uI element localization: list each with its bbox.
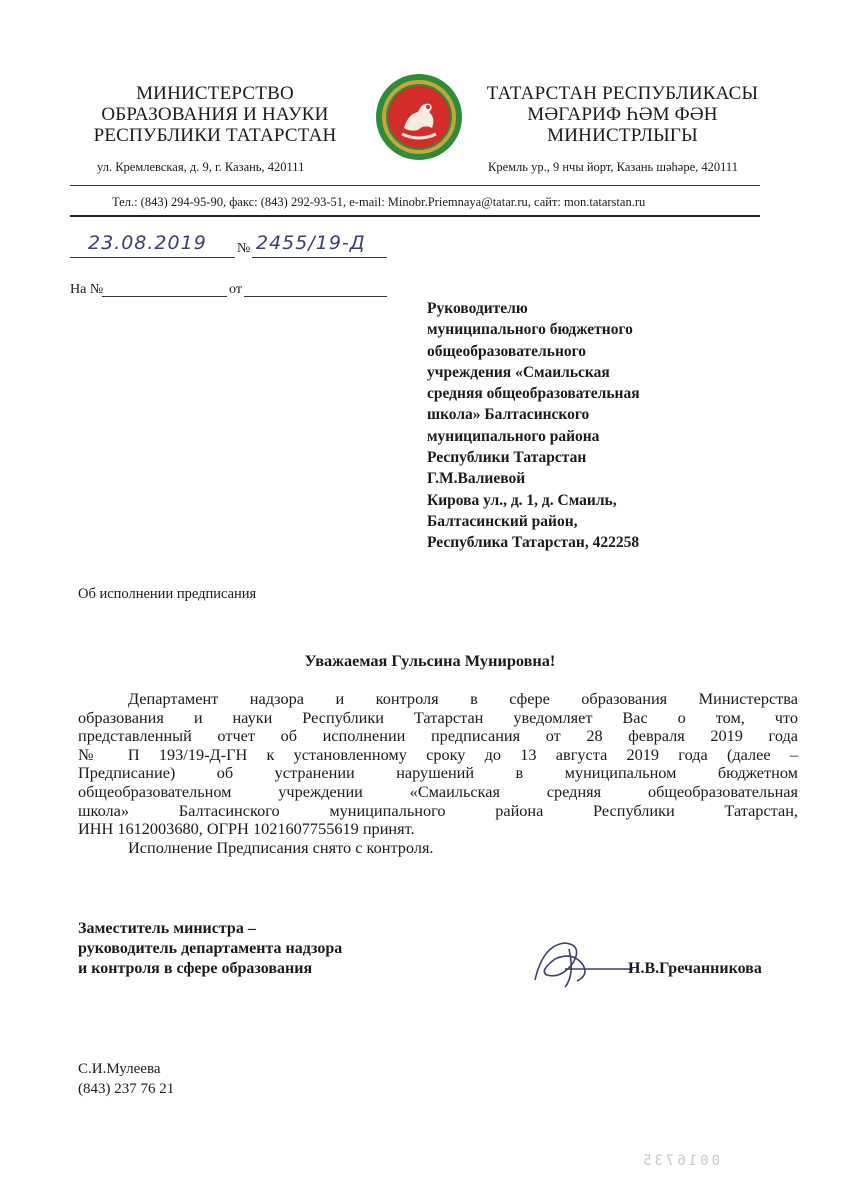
number-underline: [252, 257, 387, 258]
number-sign: №: [237, 241, 251, 256]
body-line: общеобразовательном учреждении «Смаильская средняя общеобразовательная: [78, 781, 798, 801]
date-underline: [70, 257, 235, 258]
signatory-title-line: Заместитель министра –: [78, 920, 256, 937]
addressee-line: Балтасинский район,: [427, 512, 578, 530]
reply-date-line: [244, 296, 387, 297]
letterhead-divider-top: [70, 185, 760, 186]
body-line: школа» Балтасинского муниципального района Республики Татарстан,: [78, 800, 798, 820]
ministry-name-ru-line1: МИНИСТЕРСТВО: [136, 83, 294, 104]
stamp-number: 0016735: [640, 1153, 721, 1169]
body-line: представленный отчет об исполнении предписания от 28 февраля 2019 года: [78, 726, 798, 746]
addressee-block: [427, 298, 727, 554]
signatory-title-line: руководитель департамента надзора: [78, 940, 343, 957]
reply-number-line: [102, 296, 227, 297]
addressee-line: Руководителю: [427, 300, 528, 317]
ministry-address-ru: ул. Кремлевская, д. 9, г. Казань, 420111: [97, 160, 305, 174]
letterhead-divider-bottom: [70, 215, 760, 217]
executor-phone: (843) 237 76 21: [78, 1081, 175, 1097]
ministry-name-tt-line2: МӘГАРИФ ҺӘМ ФӘН: [527, 104, 718, 125]
ministry-name-ru-line3: РЕСПУБЛИКИ ТАТАРСТАН: [93, 125, 337, 146]
body-line: Департамент надзора и контроля в сфере образования Министерства: [128, 689, 798, 708]
body-line: ИНН 1612003680, ОГРН 1021607755619 принят.: [78, 819, 415, 839]
handwritten-signature: [525, 935, 635, 990]
ministry-name-ru-line2: ОБРАЗОВАНИЯ И НАУКИ: [101, 104, 329, 125]
ministry-name-tt-line3: МИНИСТРЛЫГЫ: [547, 125, 698, 146]
addressee-line: Г.М.Валиевой: [427, 470, 526, 488]
registration-number: 2455/19-Д: [256, 232, 366, 254]
addressee-line: Республики Татарстан: [427, 449, 587, 467]
signatory-title: [78, 919, 438, 979]
body-line: Предписание) об устранении нарушений в муниципальном бюджетном: [78, 763, 798, 783]
addressee-line: Республика Татарстан, 422258: [427, 534, 640, 552]
addressee-line: общеобразовательного: [427, 342, 587, 360]
letter-body: [78, 690, 798, 857]
reply-from: от: [229, 282, 242, 297]
executor-name: С.И.Мулеева: [78, 1061, 161, 1077]
salutation: Уважаемая Гульсина Мунировна!: [304, 651, 556, 670]
signatory-name: Н.В.Гречанникова: [628, 960, 762, 977]
ministry-address-tt: Кремль ур., 9 нчы йорт, Казань шәһәре, 420111: [488, 160, 738, 174]
body-line: № П 193/19-Д-ГН к установленному сроку до 13 августа 2019 года (далее –: [78, 744, 798, 764]
tatarstan-emblem-icon: [374, 72, 464, 162]
body-line: образования и науки Республики Татарстан уведомляет Вас о том, что: [78, 707, 798, 727]
registration-date: 23.08.2019: [88, 232, 207, 254]
reply-prefix: На №: [70, 282, 104, 297]
addressee-line: учреждения «Смаильская: [427, 363, 610, 381]
addressee-line: Кирова ул., д. 1, д. Смаиль,: [427, 491, 617, 509]
letterhead-right: [475, 83, 770, 146]
ministry-contacts: Тел.: (843) 294-95-90, факс: (843) 292-93-51, e-mail: Minobr.Priemnaya@tatar.ru, сайт: mon.tatarstan.ru: [112, 195, 646, 209]
letterhead-left: [70, 83, 360, 146]
subject-line: Об исполнении предписания: [78, 586, 257, 602]
executor-block: [78, 1059, 174, 1099]
addressee-line: средняя общеобразовательная: [427, 385, 640, 403]
ministry-name-tt-line1: ТАТАРСТАН РЕСПУБЛИКАСЫ: [486, 83, 759, 104]
addressee-line: школа» Балтасинского: [427, 406, 590, 424]
addressee-line: муниципального бюджетного: [427, 321, 633, 339]
addressee-line: муниципального района: [427, 427, 600, 445]
signatory-title-line: и контроля в сфере образования: [78, 960, 313, 977]
body-line-second-paragraph: Исполнение Предписания снято с контроля.: [128, 837, 434, 857]
